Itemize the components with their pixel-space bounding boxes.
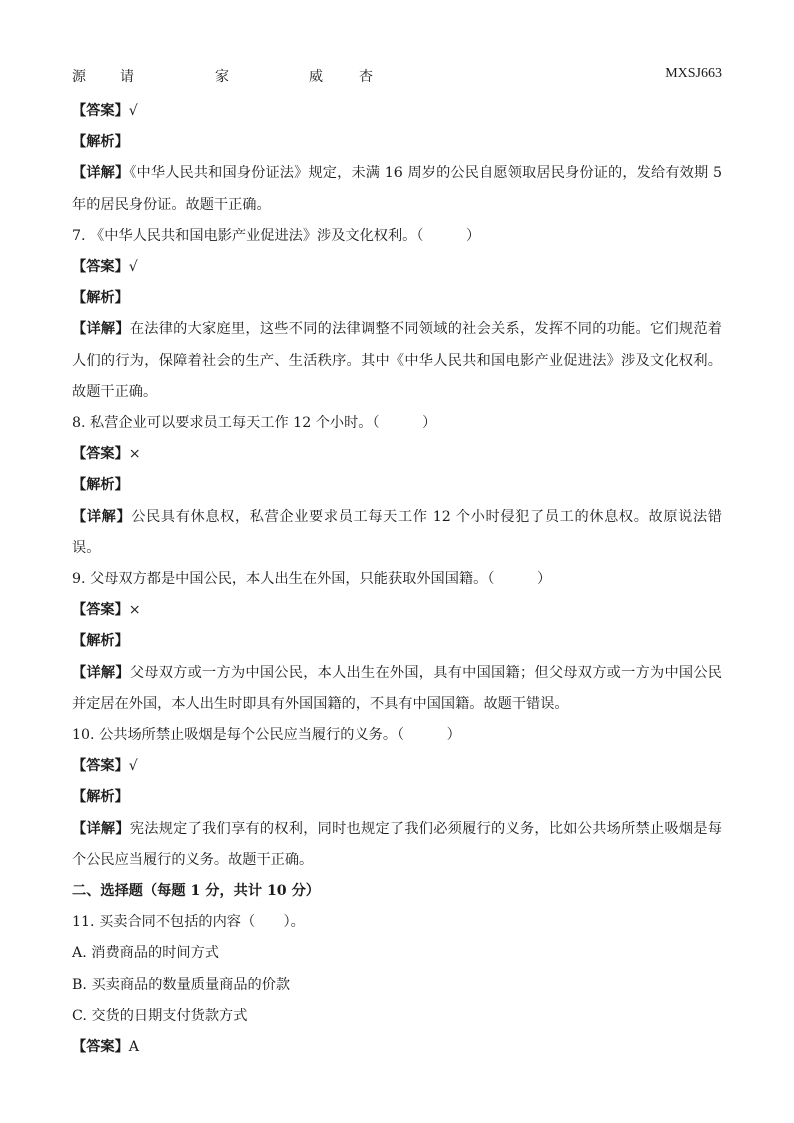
item-label: 【答案】: [72, 602, 129, 619]
header-char: 威: [309, 69, 323, 85]
item-label: 【答案】: [72, 446, 129, 463]
option-line: [72, 970, 722, 1001]
answer-line: [72, 595, 722, 626]
answer-line: [72, 96, 722, 127]
page-header: [72, 66, 722, 86]
item-label: 【解析】: [72, 477, 129, 494]
item-text: A: [128, 1039, 140, 1056]
answer-line: [72, 1032, 722, 1063]
question-line: [72, 221, 722, 252]
item-text: 宪法规定了我们享有的权利，同时也规定了我们必须履行的义务，比如公共场所禁止吸烟是每个公民应当履行的义务。故题干正确。: [72, 820, 722, 868]
header-char: 杏: [359, 69, 373, 85]
item-text: 8. 私营企业可以要求员工每天工作 12 个小时。（ ）: [72, 415, 437, 432]
item-text: A. 消费商品的时间方式: [72, 945, 219, 962]
item-text: ×: [128, 446, 141, 463]
item-text: 7. 《中华人民共和国电影产业促进法》涉及文化权利。（ ）: [72, 227, 481, 244]
detail-paragraph: [72, 314, 722, 408]
analysis-line: [72, 782, 722, 813]
analysis-line: [72, 283, 722, 314]
analysis-line: [72, 127, 722, 158]
item-text: √: [128, 758, 138, 775]
item-label: 【详解】: [72, 820, 130, 837]
item-text: √: [128, 103, 138, 119]
detail-paragraph: [72, 502, 722, 564]
option-line: [72, 1001, 722, 1032]
item-label: 【详解】: [72, 664, 130, 681]
answer-line: [72, 252, 722, 283]
item-text: 公民具有休息权，私营企业要求员工每天工作 12 个小时侵犯了员工的休息权。故原说法错误。: [72, 508, 722, 556]
detail-paragraph: [72, 814, 722, 876]
item-label: 【解析】: [72, 789, 129, 806]
item-text: 二、选择题（每题 1 分，共计 10 分）: [72, 883, 320, 900]
analysis-line: [72, 470, 722, 501]
question-line: [72, 720, 722, 751]
item-text: 父母双方或一方为中国公民，本人出生在外国，具有中国国籍；但父母双方或一方为中国公民并定居在外国，本人出生时即具有外国国籍的，不具有中国国籍。故题干错误。: [72, 664, 722, 712]
item-text: 9. 父母双方都是中国公民，本人出生在外国，只能获取外国国籍。（ ）: [72, 571, 552, 588]
answer-line: [72, 439, 722, 470]
item-text: √: [128, 259, 138, 276]
item-label: 【答案】: [72, 1039, 129, 1056]
item-text: ×: [128, 602, 141, 619]
item-label: 【解析】: [72, 134, 129, 151]
item-label: 【详解】: [72, 321, 130, 338]
detail-paragraph: [72, 658, 722, 720]
header-char: 请: [120, 69, 134, 85]
answer-line: [72, 751, 722, 782]
item-text: 10. 公共场所禁止吸烟是每个公民应当履行的义务。（ ）: [72, 727, 461, 744]
item-text: 11. 买卖合同不包括的内容（ ）。: [72, 914, 305, 931]
item-label: 【解析】: [72, 290, 129, 307]
option-line: [72, 938, 722, 969]
item-label: 【答案】: [72, 758, 129, 775]
item-label: 【答案】: [72, 259, 129, 276]
item-text: 《中华人民共和国身份证法》规定，未满 16 周岁的公民自愿领取居民身份证的，发给有效期 5 年的居民身份证。故题干正确。: [72, 165, 722, 213]
item-label: 【答案】: [72, 103, 129, 119]
item-label: 【解析】: [72, 633, 129, 650]
section-heading: [72, 876, 722, 907]
item-text: B. 买卖商品的数量质量商品的价款: [72, 976, 291, 993]
document-body: [72, 96, 722, 1063]
question-line: [72, 907, 722, 938]
question-line: [72, 408, 722, 439]
item-label: 【详解】: [72, 508, 132, 525]
document-code: MXSJ663: [665, 66, 722, 81]
header-char: 家: [215, 69, 229, 85]
detail-paragraph: [72, 158, 722, 220]
item-text: C. 交货的日期支付货款方式: [72, 1007, 248, 1024]
item-text: 在法律的大家庭里，这些不同的法律调整不同领域的社会关系，发挥不同的功能。它们规范着人们的行为，保障着社会的生产、生活秩序。其中《中华人民共和国电影产业促进法》涉及文化权利。故题干正确。: [72, 321, 722, 400]
question-line: [72, 564, 722, 595]
analysis-line: [72, 626, 722, 657]
header-char: 源: [72, 69, 86, 85]
item-label: 【详解】: [72, 165, 130, 182]
